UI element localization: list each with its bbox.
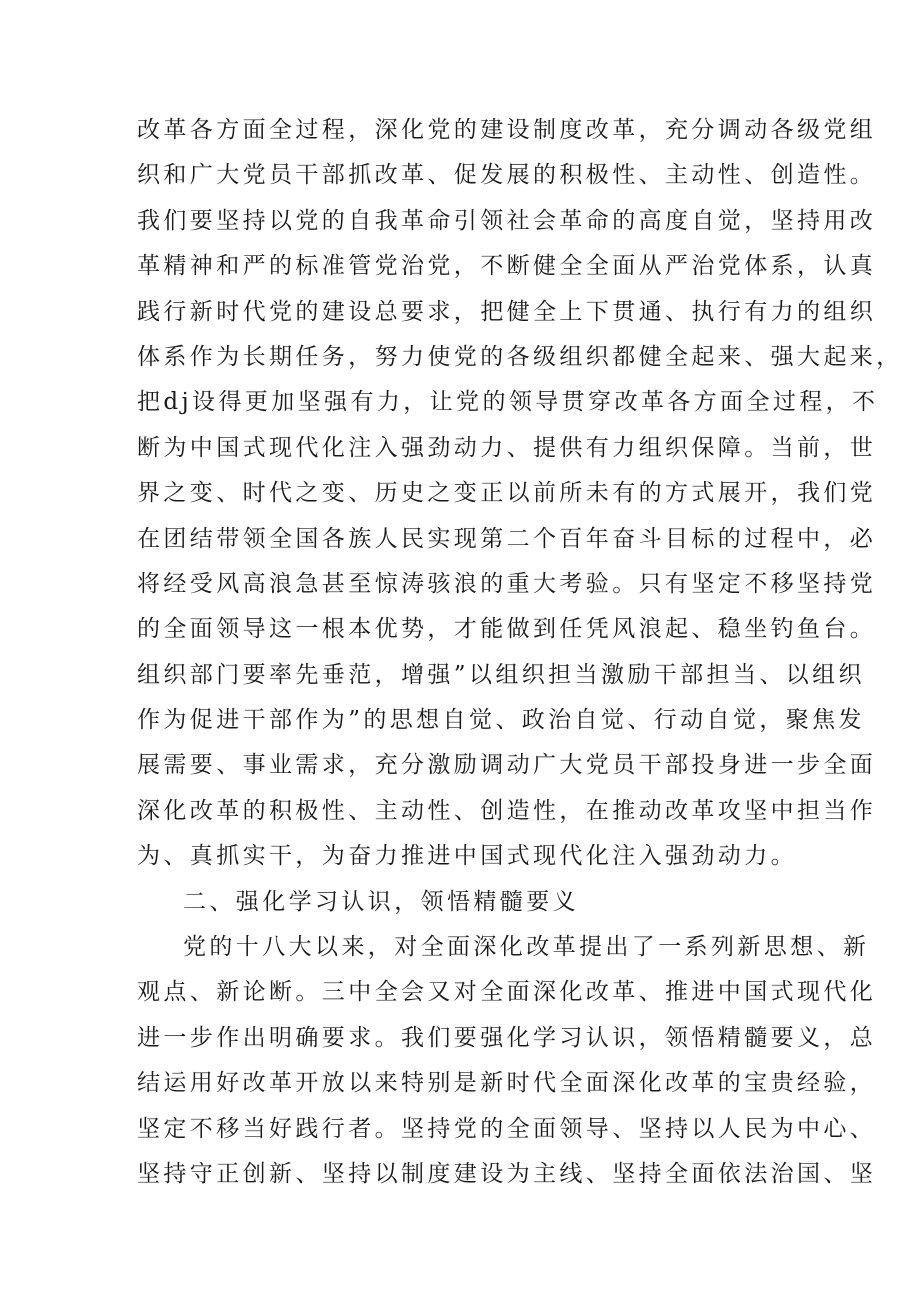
body-text-line: 改革各方面全过程，深化党的建设制度改革，充分调动各级党组 — [137, 117, 877, 143]
body-text-line: 作为促进干部作为”的思想自觉、政治自觉、行动自觉，聚焦发 — [137, 707, 865, 734]
body-text-line: 展需要、事业需求，充分激励调动广大党员干部投身进一步全面 — [137, 752, 877, 779]
body-text-line: 的全面领导这一根本优势，才能做到任凭风浪起、稳坐钓鱼台。 — [137, 616, 877, 643]
body-text-line: 将经受风高浪急甚至惊涛骇浪的重大考验。只有坚定不移坚持党 — [137, 570, 877, 597]
body-text-line: 组织部门要率先垂范，增强”以组织担当激励干部担当、以组织 — [137, 661, 865, 688]
body-text-line: 体系作为长期任务，努力使党的各级组织都健全起来、强大起来， — [137, 343, 903, 370]
body-text-line: 坚定不移当好践行者。坚持党的全面领导、坚持以人民为中心、 — [137, 1115, 877, 1142]
body-text-line: 结运用好改革开放以来特别是新时代全面深化改革的宝贵经验， — [137, 1070, 877, 1097]
body-text-line: 深化改革的积极性、主动性、创造性，在推动改革攻坚中担当作 — [137, 797, 877, 824]
body-text-line: 把dj设得更加坚强有力，让党的领导贯穿改革各方面全过程，不 — [137, 389, 879, 416]
document-page — [137, 108, 903, 1197]
body-text-line: 断为中国式现代化注入强劲动力、提供有力组织保障。当前，世 — [137, 434, 877, 461]
paragraph-end-line: 为、真抓实干，为奋力推进中国式现代化注入强劲动力。 — [137, 843, 797, 870]
section-heading: 二、强化学习认识，领悟精髓要义 — [183, 888, 579, 915]
body-text-line: 织和广大党员干部抓改革、促发展的积极性、主动性、创造性。 — [137, 162, 877, 189]
body-text-line: 践行新时代党的建设总要求，把健全上下贯通、执行有力的组织 — [137, 298, 877, 325]
body-text-line: 坚持守正创新、坚持以制度建设为主线、坚持全面依法治国、坚 — [137, 1160, 877, 1187]
body-text-line: 在团结带领全国各族人民实现第二个百年奋斗目标的过程中，必 — [137, 525, 877, 552]
body-text-line: 进一步作出明确要求。我们要强化学习认识，领悟精髓要义，总 — [137, 1024, 877, 1051]
body-text-line: 观点、新论断。三中全会又对全面深化改革、推进中国式现代化 — [137, 979, 877, 1006]
body-text-line: 我们要坚持以党的自我革命引领社会革命的高度自觉，坚持用改 — [137, 207, 877, 234]
body-text-line: 革精神和严的标准管党治党，不断健全全面从严治党体系，认真 — [137, 253, 877, 280]
body-text-line: 界之变、时代之变、历史之变正以前所未有的方式展开，我们党 — [137, 480, 877, 507]
paragraph-start-line: 党的十八大以来，对全面深化改革提出了一系列新思想、新 — [183, 934, 870, 961]
